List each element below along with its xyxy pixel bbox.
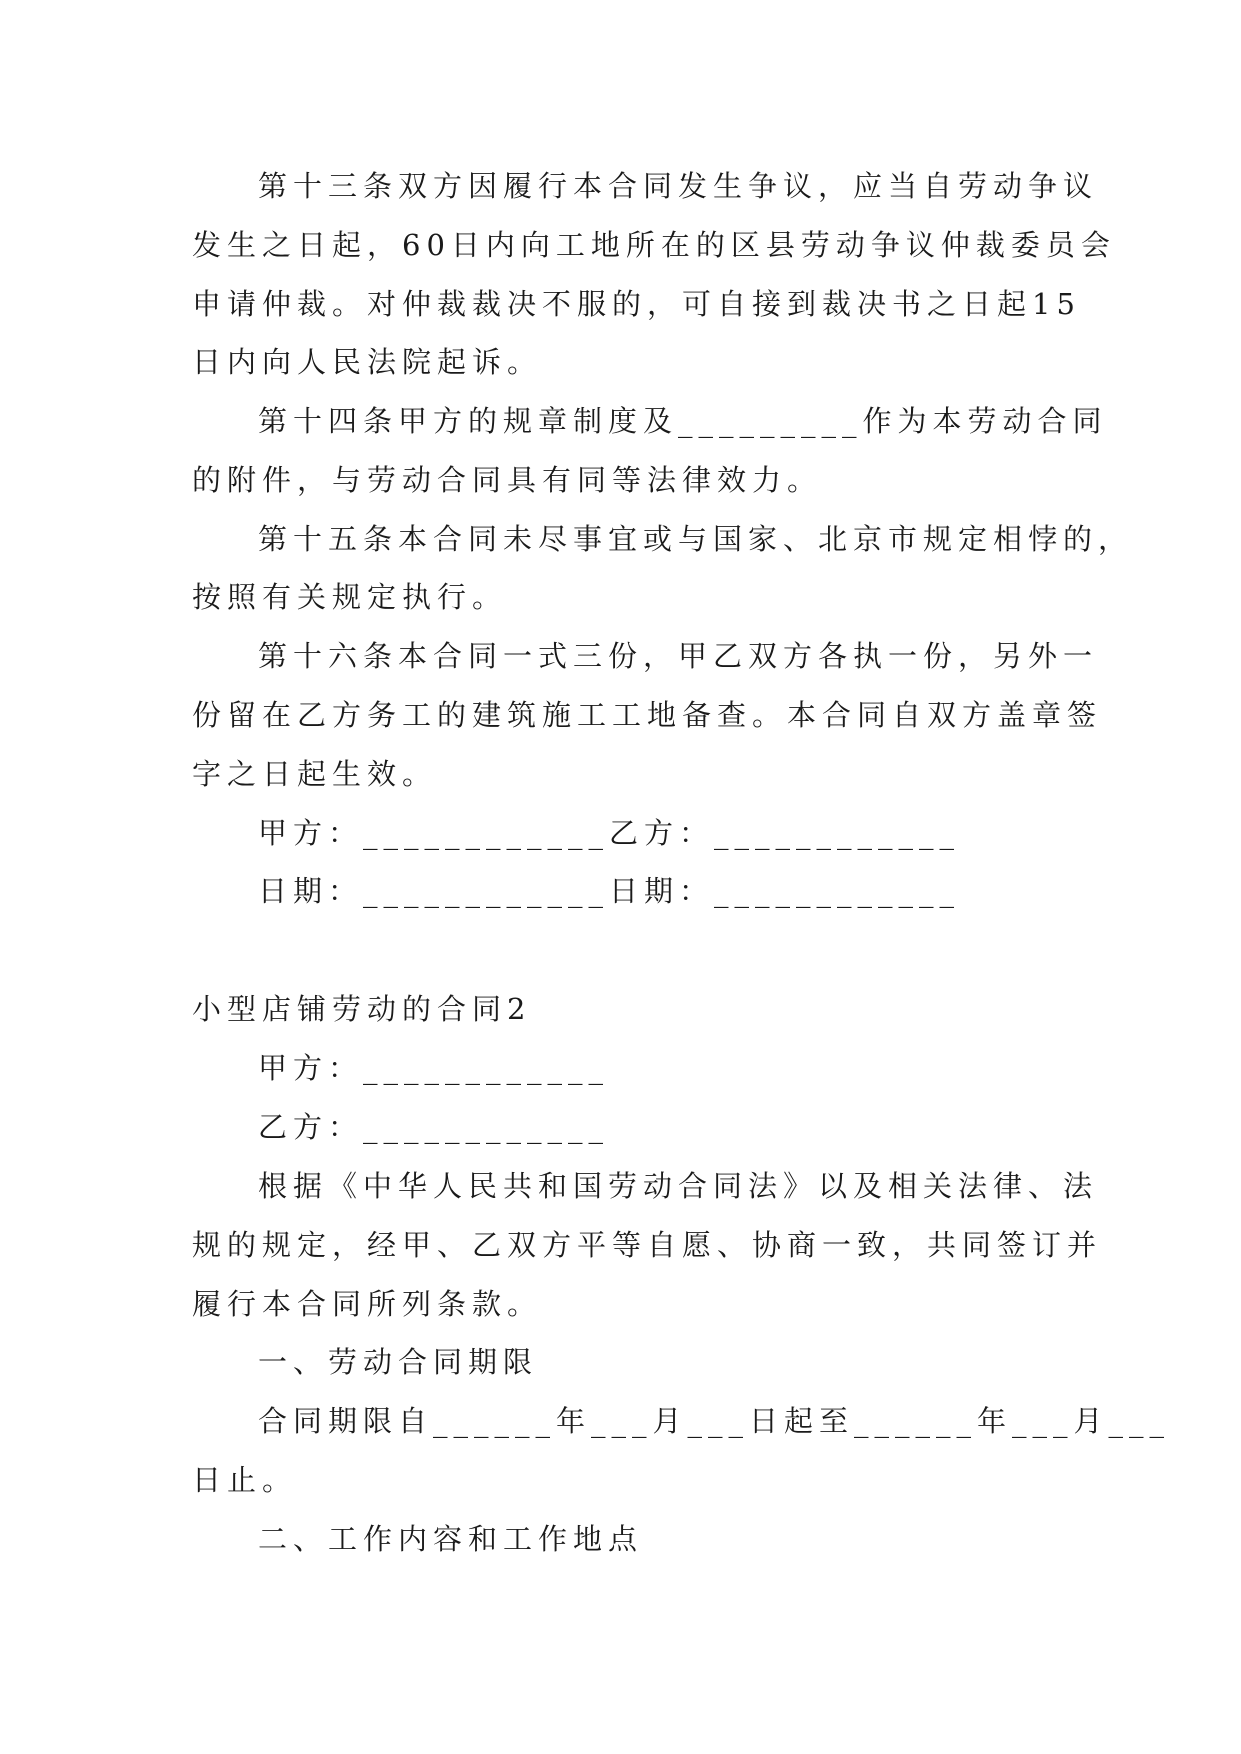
clause-16-line-2: 份留在乙方务工的建筑施工工地备查。本合同自双方盖章签 [192, 698, 1103, 732]
clause-15-line-1: 第十五条本合同未尽事宜或与国家、北京市规定相悖的， [258, 522, 1134, 556]
contract-term-line-1: 合同期限自______年___月___日起至______年___月___ [258, 1404, 1171, 1438]
clause-13-line-4: 日内向人民法院起诉。 [192, 345, 543, 379]
section-title: 小型店铺劳动的合同2 [192, 992, 532, 1026]
party-b-line: 乙方：____________ [258, 1110, 610, 1144]
preamble-line-1: 根据《中华人民共和国劳动合同法》以及相关法律、法 [258, 1169, 1099, 1203]
clause-16-line-3: 字之日起生效。 [192, 757, 438, 791]
clause-13-line-2: 发生之日起，60日内向工地所在的区县劳动争议仲裁委员会 [192, 228, 1116, 262]
heading-contract-term: 一、劳动合同期限 [258, 1345, 539, 1379]
clause-15-line-2: 按照有关规定执行。 [192, 580, 508, 614]
clause-16-line-1: 第十六条本合同一式三份，甲乙双方各执一份，另外一 [258, 639, 1099, 673]
heading-work-content: 二、工作内容和工作地点 [258, 1522, 644, 1556]
signature-parties-line: 甲方：____________乙方：____________ [258, 816, 961, 850]
clause-14-line-2: 的附件，与劳动合同具有同等法律效力。 [192, 463, 823, 497]
party-a-line: 甲方：____________ [258, 1051, 610, 1085]
contract-term-line-2: 日止。 [192, 1463, 298, 1497]
preamble-line-3: 履行本合同所列条款。 [192, 1287, 543, 1321]
clause-14-line-1: 第十四条甲方的规章制度及_________作为本劳动合同 [258, 404, 1108, 438]
clause-13-line-3: 申请仲裁。对仲裁裁决不服的，可自接到裁决书之日起15 [192, 287, 1081, 321]
preamble-line-2: 规的规定，经甲、乙双方平等自愿、协商一致，共同签订并 [192, 1228, 1103, 1262]
clause-13-line-1: 第十三条双方因履行本合同发生争议，应当自劳动争议 [258, 169, 1099, 203]
signature-date-line: 日期：____________日期：____________ [258, 874, 961, 908]
